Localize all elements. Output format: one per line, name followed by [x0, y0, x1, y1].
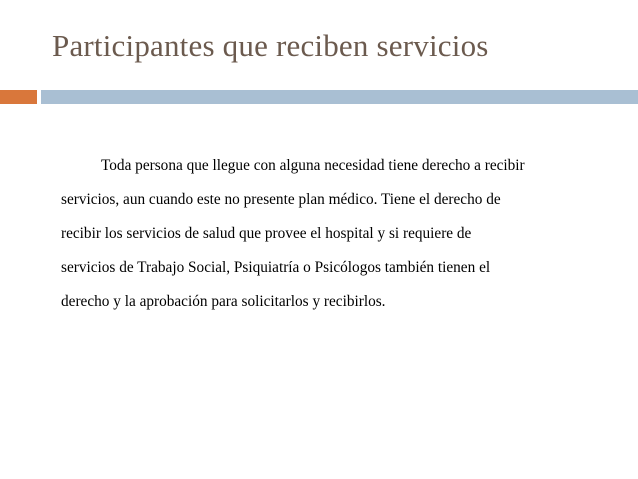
body-paragraph — [61, 149, 601, 319]
title-accent-bar-orange — [0, 90, 37, 104]
paragraph-line: derecho y la aprobación para solicitarlos y recibirlos. — [61, 293, 386, 310]
paragraph-line: servicios de Trabajo Social, Psiquiatría o Psicólogos también tienen el — [61, 259, 491, 276]
paragraph-line: Toda persona que llegue con alguna necesidad tiene derecho a recibir — [101, 157, 525, 174]
paragraph-line: servicios, aun cuando este no presente plan médico. Tiene el derecho de — [61, 191, 501, 208]
paragraph-line: recibir los servicios de salud que provee el hospital y si requiere de — [61, 225, 472, 242]
slide-title: Participantes que reciben servicios — [52, 28, 489, 63]
title-divider-bar-blue — [41, 90, 638, 104]
